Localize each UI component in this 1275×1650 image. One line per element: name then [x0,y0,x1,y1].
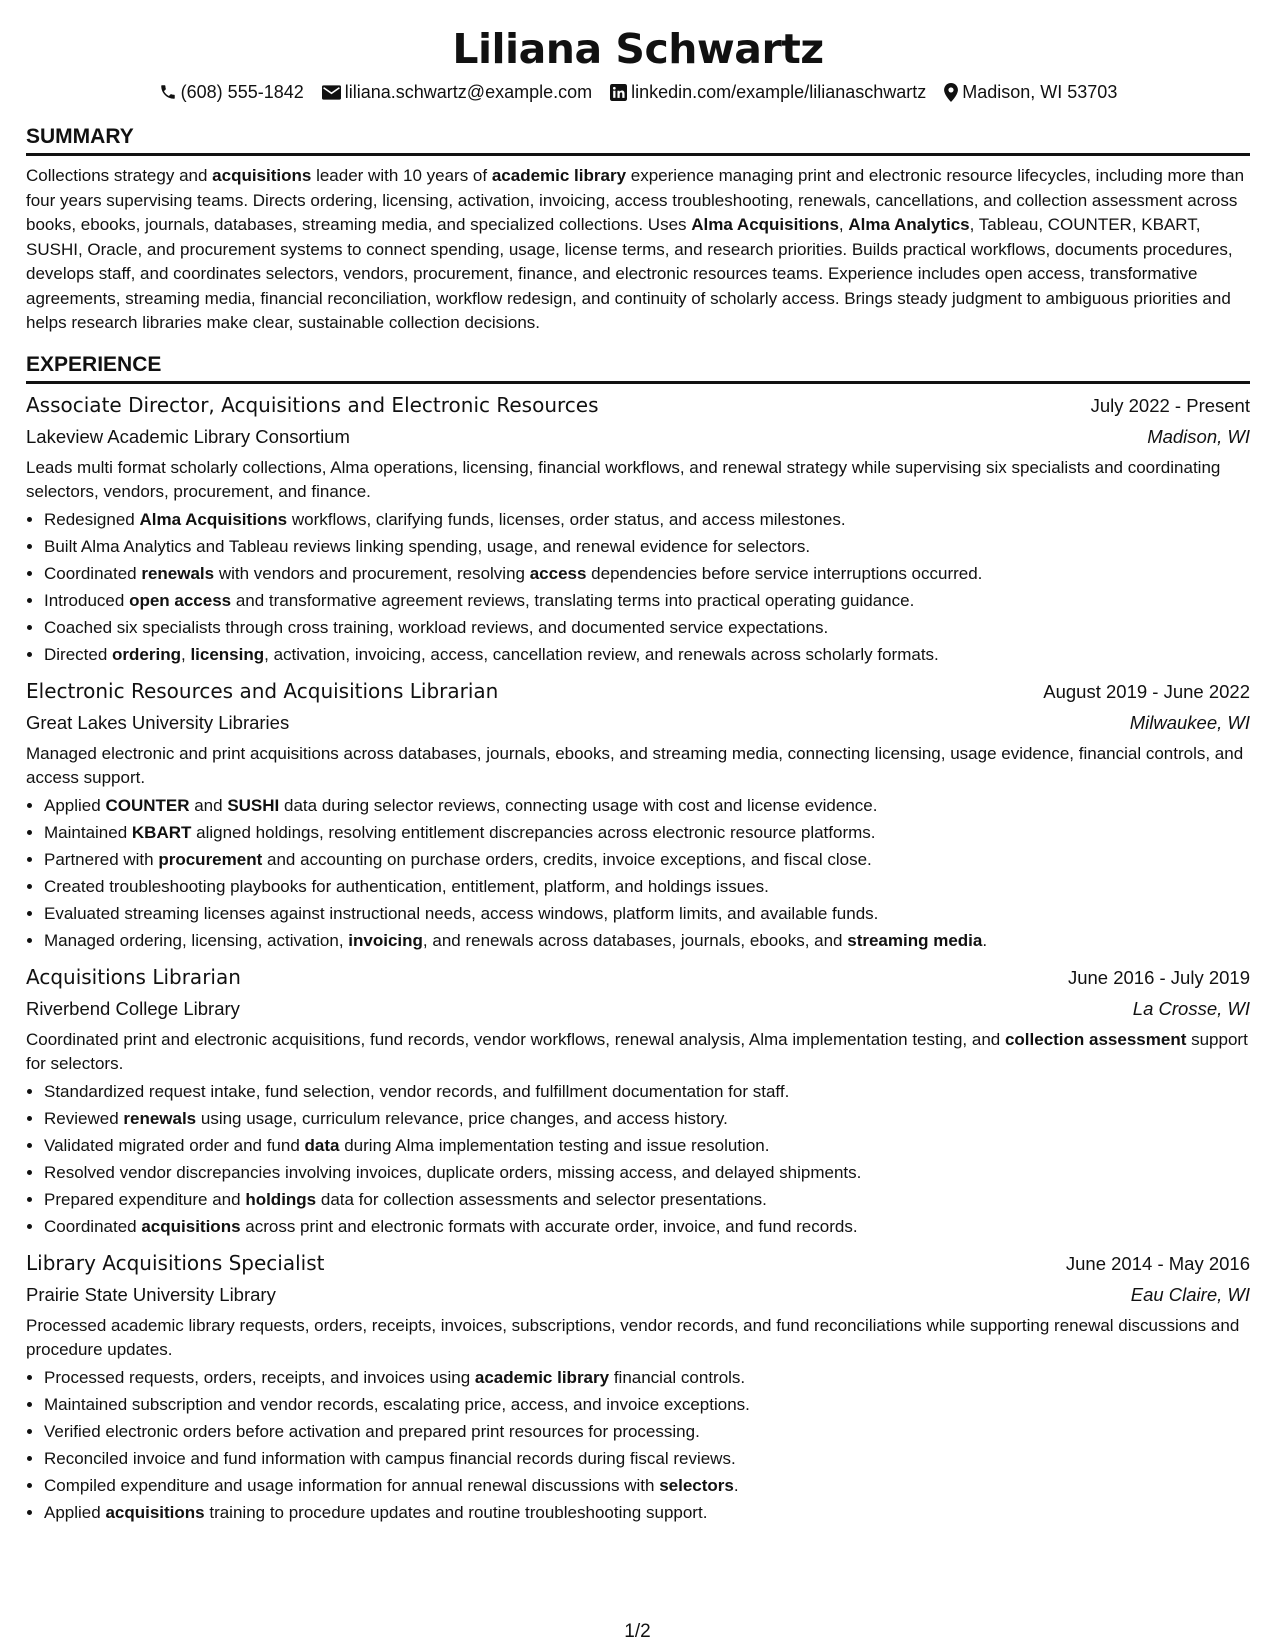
text-run: experience managing print and electronic resource lifecycles, including more than four years supervising teams. Directs ordering, licensing, activation, invoicing, access troubleshooting, renewals, cancellations, and collection assessment across books, ebooks, journals, databases, streaming media, and specialized collections. Uses [26,166,1245,234]
text-run: Coordinated [44,563,142,583]
bullet-item [44,1078,1250,1105]
job-dates: August 2019 - June 2022 [1043,680,1250,702]
text-run: Applied [44,795,106,815]
text-run: Compiled expenditure and usage information for annual renewal discussions with [44,1475,660,1495]
bold-keyword: renewals [123,1108,197,1128]
text-run: leader with 10 years of [311,166,492,185]
bullet-item [44,641,1250,668]
email-link[interactable]: liliana.schwartz@example.com [344,82,593,102]
job-description [26,742,1250,791]
bold-keyword: SUSHI [227,795,280,815]
phone-text: (608) 555-1842 [180,82,304,102]
text-run: Verified electronic orders before activation and prepared print resources for processing. [44,1421,700,1441]
envelope-icon [322,85,341,100]
bold-keyword: acquisitions [141,1216,241,1236]
job-org-row [26,993,1250,1024]
bold-keyword: KBART [131,822,192,842]
job-header-row [26,962,1250,993]
bold-keyword: COUNTER [105,795,190,815]
text-run: Applied [44,1502,106,1522]
text-run: , activation, invoicing, access, cancellation review, and renewals across scholarly formats. [264,644,939,664]
text-run: Partnered with [44,849,159,869]
text-run: Reconciled invoice and fund information with campus financial records during fiscal reviews. [44,1448,736,1468]
contact-bar [26,80,1250,104]
bold-keyword: invoicing [348,930,423,950]
text-run: . [982,930,988,950]
bold-keyword: renewals [141,563,215,583]
job-organization: Lakeview Academic Library Consortium [26,425,350,447]
text-run: Coordinated print and electronic acquisitions, fund records, vendor workflows, renewal analysis, Alma implementation testing, and [26,1029,1005,1049]
job-title: Acquisitions Librarian [26,964,241,989]
text-run: across print and electronic formats with accurate order, invoice, and fund records. [240,1216,858,1236]
contact-location [944,80,1117,104]
text-run: Redesigned [44,509,140,529]
job-dates: June 2014 - May 2016 [1065,1252,1250,1274]
bullet-item [44,587,1250,614]
job-entry [26,676,1250,954]
experience-heading: EXPERIENCE [26,352,1250,384]
job-bullets [26,1364,1250,1526]
job-bullets [26,1078,1250,1240]
job-bullets [26,506,1250,668]
job-description [26,456,1250,505]
job-bullets [26,792,1250,954]
contact-phone [159,80,304,104]
text-run: data for collection assessments and selector presentations. [316,1189,767,1209]
job-location: Madison, WI [1147,425,1250,447]
bullet-item [44,1213,1250,1240]
map-pin-icon [944,83,958,102]
job-dates: June 2016 - July 2019 [1067,966,1250,988]
bold-keyword: acquisitions [212,166,312,185]
contact-linkedin[interactable] [610,80,926,104]
bullet-item [44,846,1250,873]
bullet-item [44,1391,1250,1418]
bold-keyword: access [529,563,587,583]
bullet-item [44,819,1250,846]
bullet-item [44,506,1250,533]
bold-keyword: Alma Acquisitions [139,509,288,529]
text-run: Validated migrated order and fund [44,1135,305,1155]
text-run: aligned holdings, resolving entitlement discrepancies across electronic resource platforms. [191,822,876,842]
bullet-item [44,1499,1250,1526]
linkedin-icon [610,84,627,101]
text-run: Built Alma Analytics and Tableau reviews linking spending, usage, and renewal evidence for selectors. [44,536,811,556]
bullet-item [44,533,1250,560]
summary-heading: SUMMARY [26,124,1250,156]
bold-keyword: selectors [659,1475,734,1495]
bold-keyword: streaming media [847,930,983,950]
job-title: Library Acquisitions Specialist [26,1250,325,1275]
job-title: Associate Director, Acquisitions and Electronic Resources [26,392,599,417]
bold-keyword: Alma Acquisitions [691,215,839,234]
text-run: Standardized request intake, fund selection, vendor records, and fulfillment documentation for staff. [44,1081,790,1101]
text-run: Processed academic library requests, orders, receipts, invoices, subscriptions, vendor records, and fund reconciliations while supporting renewal discussions and procedure updates. [26,1315,1240,1359]
bold-keyword: licensing [190,644,265,664]
job-description [26,1314,1250,1363]
text-run: Resolved vendor discrepancies involving invoices, duplicate orders, missing access, and delayed shipments. [44,1162,862,1182]
bullet-item [44,792,1250,819]
text-run: Directed [44,644,113,664]
bold-keyword: holdings [245,1189,317,1209]
bold-keyword: open access [129,590,232,610]
job-entry [26,390,1250,668]
bullet-item [44,1105,1250,1132]
text-run: , [180,644,191,664]
resume-page [26,0,1250,1526]
job-location: La Crosse, WI [1132,997,1250,1019]
text-run: workflows, clarifying funds, licenses, order status, and access milestones. [287,509,846,529]
text-run: Managed ordering, licensing, activation, [44,930,349,950]
job-org-row [26,1279,1250,1310]
job-title: Electronic Resources and Acquisitions Librarian [26,678,499,703]
phone-icon [159,83,177,101]
text-run: during Alma implementation testing and issue resolution. [339,1135,770,1155]
bullet-item [44,1472,1250,1499]
job-list [26,390,1250,1526]
location-text: Madison, WI 53703 [962,82,1118,102]
text-run: Collections strategy and [26,166,213,185]
experience-section [26,352,1250,1526]
bullet-item [44,900,1250,927]
contact-email[interactable] [322,80,592,104]
job-organization: Prairie State University Library [26,1283,276,1305]
bold-keyword: collection assessment [1004,1029,1187,1049]
text-run: , [838,215,849,234]
job-entry [26,962,1250,1240]
text-run: Coordinated [44,1216,142,1236]
text-run: dependencies before service interruptions occurred. [586,563,983,583]
job-description [26,1028,1250,1077]
summary-section [26,124,1250,336]
bold-keyword: ordering [112,644,181,664]
text-run: Leads multi format scholarly collections, Alma operations, licensing, financial workflows, and renewal strategy while supervising six specialists and coordinating selectors, vendors, procurement, and finance. [26,457,1221,501]
bold-keyword: data [304,1135,340,1155]
bold-keyword: academic library [491,166,627,185]
bold-keyword: procurement [158,849,263,869]
bullet-item [44,560,1250,587]
bold-keyword: Alma Analytics [848,215,970,234]
bullet-item [44,1186,1250,1213]
text-run: Reviewed [44,1108,124,1128]
text-run: financial controls. [609,1367,746,1387]
bullet-item [44,1132,1250,1159]
job-location: Eau Claire, WI [1130,1283,1250,1305]
job-organization: Riverbend College Library [26,997,240,1019]
text-run: Evaluated streaming licenses against instructional needs, access windows, platform limits, and available funds. [44,903,879,923]
text-run: Processed requests, orders, receipts, and invoices using [44,1367,475,1387]
page-number: 1/2 [624,1621,651,1642]
candidate-name: Liliana Schwartz [452,25,824,73]
text-run: support for selectors. [26,1029,1248,1073]
job-header-row [26,1248,1250,1279]
text-run: and accounting on purchase orders, credits, invoice exceptions, and fiscal close. [262,849,872,869]
text-run: Introduced [44,590,130,610]
linkedin-link[interactable]: linkedin.com/example/lilianaschwartz [631,82,927,102]
text-run: , and renewals across databases, journals, ebooks, and [422,930,848,950]
text-run: with vendors and procurement, resolving [214,563,530,583]
job-dates: July 2022 - Present [1090,394,1250,416]
text-run: data during selector reviews, connecting usage with cost and license evidence. [279,795,878,815]
text-run: Managed electronic and print acquisitions across databases, journals, ebooks, and streaming media, connecting licensing, usage evidence, financial controls, and access support. [26,743,1244,787]
text-run: and transformative agreement reviews, translating terms into practical operating guidance. [231,590,915,610]
bullet-item [44,873,1250,900]
bold-keyword: acquisitions [105,1502,205,1522]
job-location: Milwaukee, WI [1129,711,1250,733]
bullet-item [44,1418,1250,1445]
job-header-row [26,390,1250,421]
text-run: , Tableau, COUNTER, KBART, SUSHI, Oracle, and procurement systems to connect spending, usage, license terms, and research priorities. Builds practical workflows, documents procedures, develops staff, and coordinates selectors, vendors, procurement, finance, and electronic resources teams. Experience includes open access, transformative agreements, streaming media, financial reconciliation, workflow redesign, and continuity of scholarly access. Brings steady judgment to ambiguous priorities and helps research libraries make clear, sustainable collection decisions. [26,215,1233,332]
job-organization: Great Lakes University Libraries [26,711,290,733]
job-entry [26,1248,1250,1526]
bullet-item [44,1445,1250,1472]
text-run: Maintained subscription and vendor records, escalating price, access, and invoice exceptions. [44,1394,750,1414]
text-run: using usage, curriculum relevance, price changes, and access history. [196,1108,728,1128]
bullet-item [44,927,1250,954]
text-run: Coached six specialists through cross training, workload reviews, and documented service expectations. [44,617,829,637]
text-run: . [733,1475,739,1495]
job-org-row [26,707,1250,738]
text-run: Maintained [44,822,132,842]
text-run: Prepared expenditure and [44,1189,246,1209]
job-header-row [26,676,1250,707]
text-run: Created troubleshooting playbooks for authentication, entitlement, platform, and holdings issues. [44,876,769,896]
summary-text [26,164,1250,336]
bold-keyword: academic library [474,1367,610,1387]
text-run: and [189,795,228,815]
bullet-item [44,1159,1250,1186]
job-org-row [26,421,1250,452]
bullet-item [44,614,1250,641]
text-run: training to procedure updates and routine troubleshooting support. [204,1502,708,1522]
bullet-item [44,1364,1250,1391]
